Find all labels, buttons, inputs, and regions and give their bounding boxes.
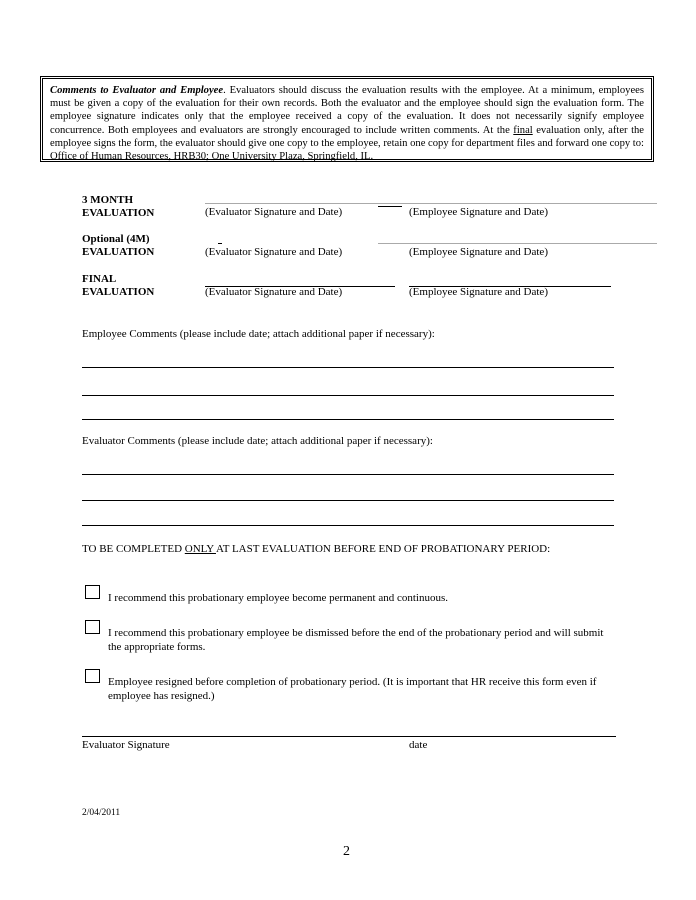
employee-resigned-text: Employee resigned before completion of probationary period. (It is important that HR receive this form even if employee has resigned.) bbox=[108, 676, 597, 702]
sig-line-fragment bbox=[378, 206, 402, 207]
evaluator-sig-label-final: (Evaluator Signature and Date) bbox=[205, 286, 343, 298]
notice-box bbox=[40, 76, 654, 162]
employee-resigned-checkbox[interactable] bbox=[85, 669, 100, 683]
employee-sig-label-final: (Employee Signature and Date) bbox=[409, 286, 548, 298]
notice-text-1: . Evaluators should discuss the evaluation results with the employee. At a minimum, employees must be given a copy of the evaluation for their own records. Both the evaluator and the employee should sign the evaluation form. The employee signature indicates only that the employee received a copy of the evaluation. It does not necessarily signify employee concurrence. Both employees and evaluators are strongly encouraged to include written comments. At the bbox=[50, 85, 644, 136]
footer-date: 2/04/2011 bbox=[82, 808, 121, 818]
recommend-dismiss-text: I recommend this probationary employee be dismissed before the end of the probationary period and will submit the appropriate forms. bbox=[108, 627, 604, 653]
evaluator-comments-label: Evaluator Comments (please include date; attach additional paper if necessary): bbox=[82, 435, 433, 447]
employee-comment-line[interactable] bbox=[82, 367, 614, 368]
employee-comment-line[interactable] bbox=[82, 419, 614, 420]
employee-sig-label-3-month: (Employee Signature and Date) bbox=[409, 206, 548, 218]
notice-text-2: evaluation only, after the employee signs the form, the evaluator should give one copy to the employee, retain one copy for department files and forward one copy to: Office of Human Resources, HRB30; One University Plaza, Springfield, IL. bbox=[50, 124, 645, 163]
date-label: date bbox=[409, 739, 428, 751]
evaluator-comment-line[interactable] bbox=[82, 525, 614, 526]
evaluator-signature-label: Evaluator Signature bbox=[82, 739, 170, 751]
evaluator-sig-label-3-month: (Evaluator Signature and Date) bbox=[205, 206, 343, 218]
eval-label-optional: Optional (4M) EVALUATION bbox=[82, 233, 155, 258]
recommend-permanent-checkbox[interactable] bbox=[85, 585, 100, 599]
completion-heading: TO BE COMPLETED ONLY AT LAST EVALUATION BEFORE END OF PROBATIONARY PERIOD: bbox=[82, 543, 551, 555]
recommend-permanent-text: I recommend this probationary employee become permanent and continuous. bbox=[108, 592, 448, 604]
notice-lead: Comments to Evaluator and Employee bbox=[50, 85, 224, 96]
evaluator-comment-line[interactable] bbox=[82, 500, 614, 501]
eval-label-final: FINAL EVALUATION bbox=[82, 273, 155, 298]
evaluator-signature-line[interactable] bbox=[82, 736, 616, 737]
eval-label-3-month: 3 MONTH EVALUATION bbox=[82, 194, 155, 219]
employee-comment-line[interactable] bbox=[82, 395, 614, 396]
evaluator-sig-label-optional: (Evaluator Signature and Date) bbox=[205, 246, 343, 258]
employee-comments-label: Employee Comments (please include date; attach additional paper if necessary): bbox=[82, 328, 435, 340]
notice-final-word: final bbox=[513, 124, 533, 136]
sig-line-optional[interactable] bbox=[378, 243, 657, 244]
employee-sig-label-optional: (Employee Signature and Date) bbox=[409, 246, 548, 258]
evaluator-comment-line[interactable] bbox=[82, 474, 614, 475]
recommend-dismiss-checkbox[interactable] bbox=[85, 620, 100, 634]
page-number: 2 bbox=[343, 844, 350, 859]
sig-line-3-month[interactable] bbox=[205, 203, 657, 204]
sig-line-mark bbox=[218, 243, 222, 244]
